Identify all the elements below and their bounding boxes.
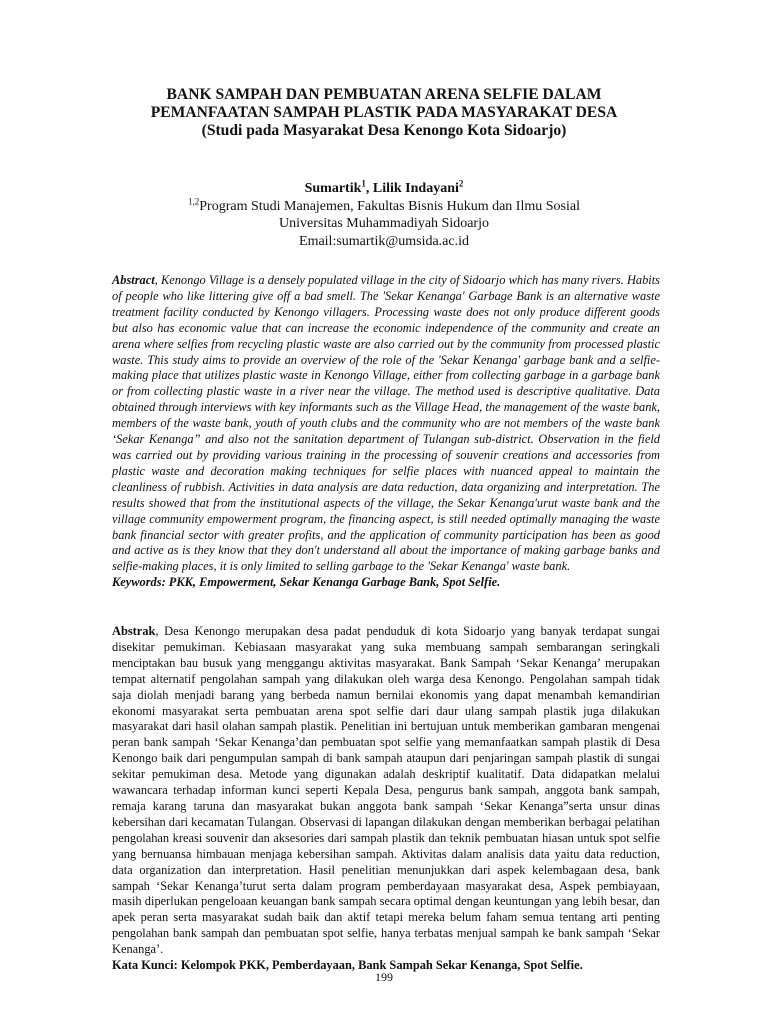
paper-title — [60, 86, 708, 140]
abstract-indonesian-text: , Desa Kenongo merupakan desa padat penduduk di kota Sidoarjo yang banyak terdapat sungai disekitar pemukiman. Kebiasaan masyarakat yang suka membuang sampah sembarangan seringkali menciptakan bau busuk yang menggangu aktivitas masyarakat. Bank Sampah ‘Sekar Kenanga’ merupakan tempat alternatif pengolahan sampah yang dilakukan oleh warga desa Kenongo. Pengolahan sampah tidak saja diolah menjadi barang yang berbeda namun bernilai ekonomis yang dapat menambah kemandirian ekonomi masyarakat serta pembuatan arena spot selfie dari daur ulang sampah plastik juga dilakukan masyarakat dari hasil olahan sampah plastik. Penelitian ini bertujuan untuk memberikan gambaran mengenai peran bank sampah ‘Sekar Kenanga’dan pembuatan spot selfie yang memanfaatkan sampah plastik di Desa Kenongo baik dari pengumpulan sampah di bank sampah ataupun dari penjaringan sampah plastik di sungai sekitar pemukiman desa. Metode yang digunakan adalah deskriptif kualitatif. Data didapatkan melalui wawancara terhadap informan kunci seperti Kepala Desa, pengurus bank sampah, anggota bank sampah, remaja karang taruna dan masyarakat bukan anggota bank sampah ‘Sekar Kenanga”serta unsur dinas kebersihan dari kecamatan Tulangan. Observasi di lapangan dilakukan dengan memberikan berbagai pelatihan pengolahan kreasi souvenir dan aksesories dari sampah plastik dan teknik pembuatan hiasan untuk spot selfie yang bernuansa himbauan menjaga kebersihan sampah. Aktivitas dalam analisis data yaitu data reduction, data organization dan interpretation. Hasil penelitian menunjukkan dari aspek kelembagaan desa, bank sampah ‘Sekar Kenanga’turut serta dalam program pemberdayaan masyarakat desa, Aspek pembiayaan, masih diperlukan pengeloaan keuangan bank sampah secara optimal dengan keuntungan yang lebih besar, dan apek peran serta masyarakat sudah baik dan aktif tetapi mereka belum faham semua tentang arti penting pengolahan bank sampah dan pembuatan spot selfie, hanya terbatas menjual sampah ke bank sampah ‘Sekar Kenanga’. — [112, 624, 660, 957]
author-2: Lilik Indayani — [372, 181, 459, 196]
author-2-sup: 2 — [458, 178, 464, 189]
keywords-english: Keywords: PKK, Empowerment, Sekar Kenanga Garbage Bank, Spot Selfie. — [112, 575, 501, 590]
author-block — [60, 180, 708, 250]
author-1-sup: 1 — [361, 178, 366, 189]
abstract-english-text: , Kenongo Village is a densely populated village in the city of Sidoarjo which has many rivers. Habits of people who like littering give off a bad smell. The 'Sekar Kenanga' Garbage Bank is an alternative waste treatment facility conducted by Kenongo villagers. Processing waste does not only produce different goods but also has economic value that can increase the economic independence of the community and create an arena where selfies from recycling plastic waste are also carried out by the community from processed plastic waste. This study aims to provide an overview of the role of the 'Sekar Kenanga' garbage bank and a selfie-making place that utilizes plastic waste in Kenongo Village, either from collecting garbage in a garbage bank or from collecting plastic waste in a river near the village. The method used is descriptive qualitative. Data obtained through interviews with key informants such as the Village Head, the management of the waste bank, members of the waste bank, youth of youth clubs and the community who are not members of the waste bank ‘Sekar Kenanga” and also not the sanitation department of Tulangan sub-district. Observation in the field was carried out by providing various training in the processing of souvenir creations and accessories from plastic waste and decoration making techniques for selfie places with nuanced appeal to maintain the cleanliness of rubbish. Activities in data analysis are data reduction, data organizing and interpretation. The results showed that from the institutional aspects of the village, the Sekar Kenanga'urut waste bank and the village community empowerment program, the financing aspect, is still needed optimally managing the waste bank financial sector with greater profits, and the application of community participation has been as good and active as is they know that they don't understand all about the importance of making garbage banks and selfie-making places, it is only limited to selling garbage to the 'Sekar Kenanga' waste bank. — [112, 273, 660, 574]
abstract-indonesian — [112, 624, 660, 974]
title-line-1: BANK SAMPAH DAN PEMBUATAN ARENA SELFIE DALAM — [166, 86, 602, 103]
abstract-indonesian-body — [112, 624, 660, 958]
keywords-indonesian: Kata Kunci: Kelompok PKK, Pemberdayaan, Bank Sampah Sekar Kenanga, Spot Selfie. — [112, 958, 583, 973]
email: Email:sumartik@umsida.ac.id — [299, 233, 469, 249]
affiliation — [60, 195, 708, 216]
affiliation-text: Program Studi Manajemen, Fakultas Bisnis Hukum dan Ilmu Sosial — [199, 198, 580, 214]
author-1: Sumartik — [304, 181, 362, 196]
abstract-indonesian-label: Abstrak — [112, 624, 156, 638]
abstract-english-body — [112, 273, 660, 575]
title-subtitle: (Studi pada Masyarakat Desa Kenongo Kota Sidoarjo) — [201, 122, 567, 139]
abstract-english — [112, 273, 660, 591]
author-names — [60, 180, 708, 198]
university: Universitas Muhammadiyah Sidoarjo — [279, 216, 489, 231]
page-number: 199 — [375, 970, 393, 984]
abstract-english-label: Abstract — [112, 273, 155, 287]
author-separator: , — [365, 181, 373, 196]
affiliation-sup: 1,2 — [188, 195, 200, 206]
title-line-2: PEMANFAATAN SAMPAH PLASTIK PADA MASYARAKAT DESA — [150, 104, 618, 121]
